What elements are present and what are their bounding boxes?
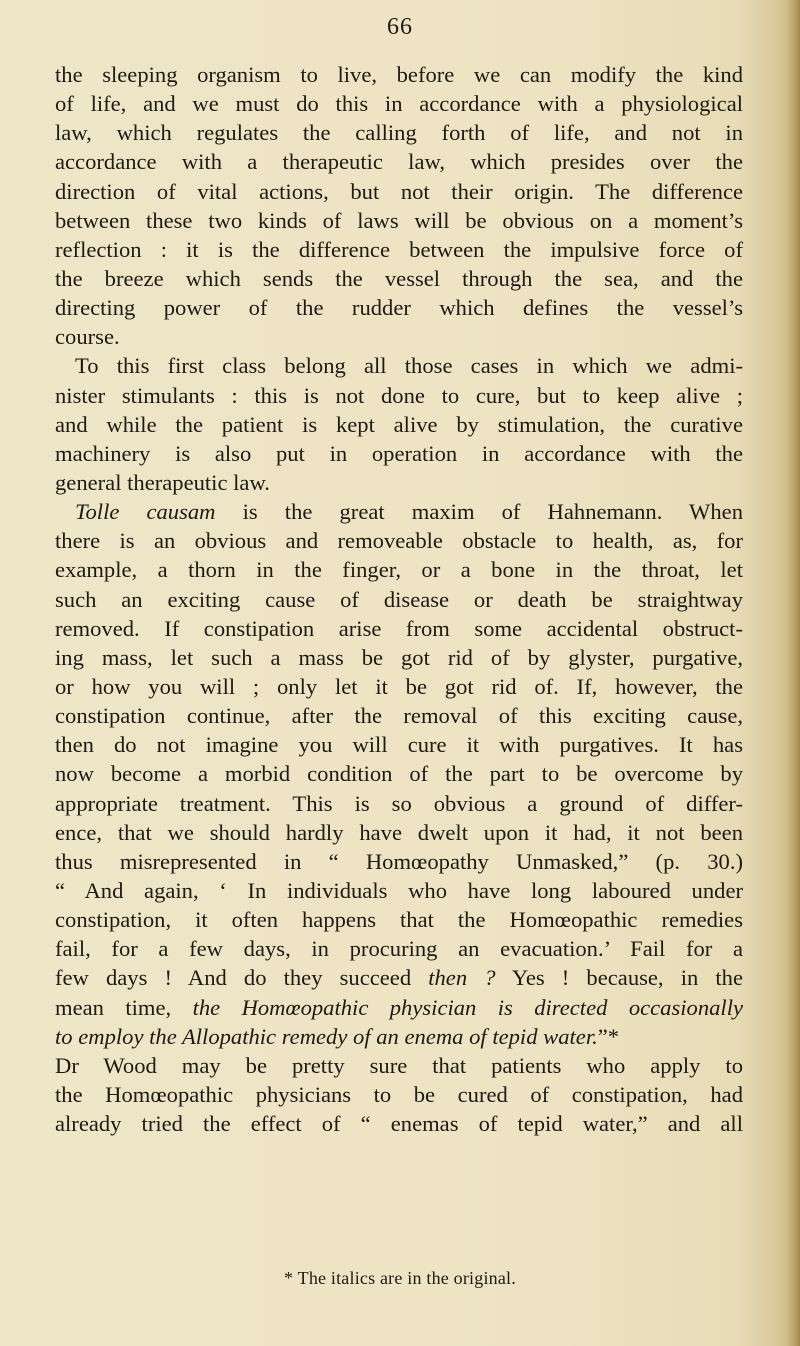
text-line-then — [55, 963, 743, 992]
text-line: constipation continue, after the removal of this exciting cause, — [55, 703, 743, 729]
text-line: To this first class belong all those cases in which we admi- — [75, 353, 743, 379]
italic-phrase: to employ the Allopathic remedy of an enema of tepid water. — [55, 1023, 598, 1049]
text-line: constipation, it often happens that the Homœopathic remedies — [55, 907, 743, 933]
footnote: * The italics are in the original. — [284, 1268, 516, 1288]
text-line: such an exciting cause of disease or death be straightway — [55, 586, 743, 612]
text-line-employ — [55, 1022, 743, 1051]
text-fragment: few days ! And do they succeed — [55, 965, 429, 991]
text-line: machinery is also put in operation in accordance with the — [55, 440, 743, 466]
italic-phrase: then ? — [428, 965, 496, 991]
text-line: now become a morbid condition of the part to be overcome by — [55, 761, 743, 787]
text-line: directing power of the rudder which defines the vessel’s — [55, 295, 743, 321]
text-line: already tried the effect of “ enemas of tepid water,” and all — [55, 1111, 743, 1137]
text-line: or how you will ; only let it be got rid of. If, however, the — [55, 673, 743, 699]
text-line: accordance with a therapeutic law, which presides over the — [55, 149, 743, 175]
text-line: course. — [55, 324, 120, 350]
text-fragment: mean time, — [55, 994, 193, 1020]
text-line: removed. If constipation arise from some accidental obstruct- — [55, 615, 743, 641]
italic-phrase: Tolle causam — [75, 499, 216, 525]
text-line: law, which regulates the calling forth of life, and not in — [55, 120, 743, 146]
text-fragment: is the great maxim of Hahnemann. When — [215, 499, 744, 525]
italic-phrase: the Homœopathic physician is directed occasionally — [192, 994, 744, 1020]
page-edge-shadow — [786, 0, 800, 1346]
text-line: “ And again, ‘ In individuals who have long laboured under — [55, 877, 743, 903]
text-line: example, a thorn in the finger, or a bone in the throat, let — [55, 557, 743, 583]
text-line: appropriate treatment. This is so obvious a ground of differ- — [55, 790, 743, 816]
text-fragment: Yes ! because, in the — [495, 965, 743, 991]
text-line: general therapeutic law. — [55, 469, 270, 495]
footnote-marker: ”* — [597, 1023, 620, 1049]
text-line: there is an obvious and removeable obstacle to health, as, for — [55, 528, 743, 554]
text-line: of life, and we must do this in accordance with a physiological — [55, 91, 743, 117]
text-line: thus misrepresented in “ Homœopathy Unmasked,” (p. 30.) — [55, 848, 743, 874]
text-line: nister stimulants : this is not done to cure, but to keep alive ; — [55, 382, 743, 408]
text-line: ing mass, let such a mass be got rid of by glyster, purgative, — [55, 644, 743, 670]
text-line: and while the patient is kept alive by stimulation, the curative — [55, 411, 743, 437]
page-number: 66 — [387, 14, 413, 40]
text-line: Dr Wood may be pretty sure that patients who apply to — [55, 1052, 743, 1078]
text-line: the Homœopathic physicians to be cured of constipation, had — [55, 1081, 743, 1107]
body-text — [55, 60, 743, 1138]
text-line: then do not imagine you will cure it with purgatives. It has — [55, 732, 743, 758]
text-line: ence, that we should hardly have dwelt upon it had, it not been — [55, 819, 743, 845]
text-line: direction of vital actions, but not their origin. The difference — [55, 178, 743, 204]
text-line: between these two kinds of laws will be obvious on a moment’s — [55, 207, 743, 233]
text-line: the breeze which sends the vessel through the sea, and the — [55, 265, 743, 291]
text-line: the sleeping organism to live, before we can modify the kind — [55, 62, 743, 87]
text-line-mean — [55, 993, 743, 1022]
text-line-tolle — [55, 497, 743, 526]
text-line: reflection : it is the difference between the impulsive force of — [55, 236, 743, 262]
text-line: fail, for a few days, in procuring an evacuation.’ Fail for a — [55, 936, 743, 962]
